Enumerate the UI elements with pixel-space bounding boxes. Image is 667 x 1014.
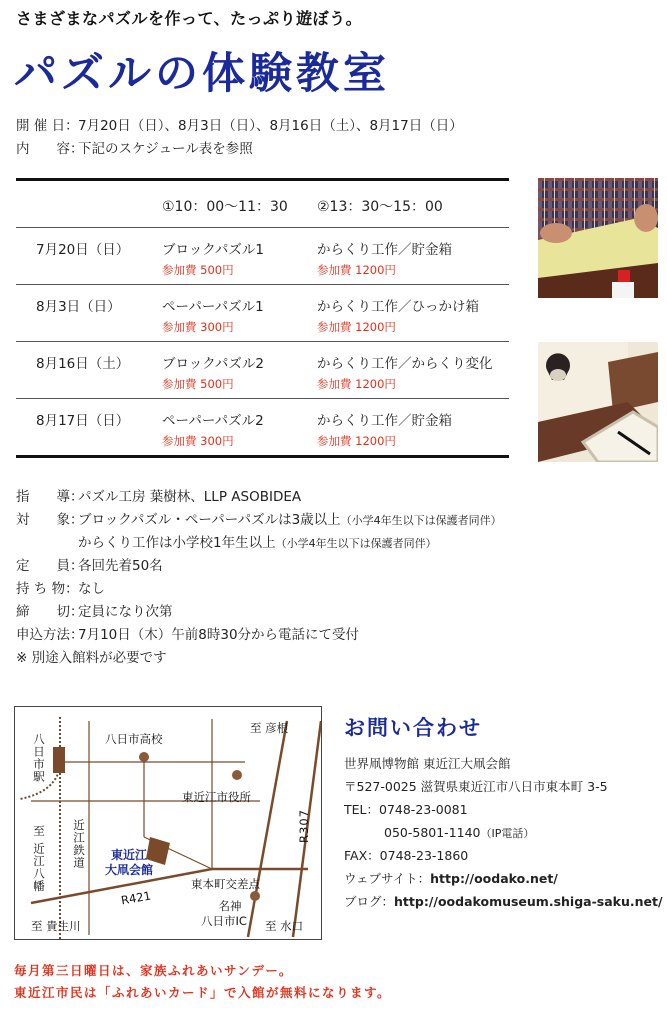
map-to-hikone-label: 至 彦根 [250,721,289,735]
ic-line-2: 八日市IC [201,914,247,928]
page-title: パズルの体験教室 [14,49,390,99]
web-link[interactable]: http://oodako.net/ [430,871,558,886]
target-label: 対 象： [16,512,84,528]
bring-label: 持 ち 物： [16,581,79,597]
am-title: ブロックパズル2 [162,356,265,372]
map-venue-label [105,848,153,878]
row-date: 8月16日（土） [36,356,130,372]
footer-line-1: 毎月第三日曜日は、家族ふれあいサンデー。 [14,963,293,978]
table-row [16,285,509,341]
photo-paper-puzzle [538,178,658,298]
content-label: 内 容： [16,141,84,157]
target-line-1 [16,509,502,532]
contact-web-line [344,867,663,890]
row-date: 7月20日（日） [36,242,130,258]
capacity-label: 定 員： [16,558,84,574]
venue-line-2: 大凧会館 [105,863,154,877]
blog-label: ブログ： [344,894,395,909]
dates-label: 開 催 日： [16,118,79,134]
map-r421-label: R421 [120,888,152,908]
instructor-line [16,486,502,509]
deadline-value: 定員になり次第 [78,604,173,620]
map-ic-label [201,899,247,929]
row-am [162,409,264,449]
contact-fax-line [344,844,663,867]
pm-fee: 参加費 1200円 [317,434,396,448]
map-r307-label: R307 [297,809,311,843]
pm-title: からくり工作／貯金箱 [317,242,452,258]
apply-line [16,624,502,647]
dates-line [16,114,463,134]
apply-value: 7月10日（木）午前8時30分から電話にて受付 [78,627,360,643]
bring-line [16,578,502,601]
pm-title: からくり工作／貯金箱 [317,413,452,429]
contact-org: 世界凧博物館 東近江大凧会館 [344,756,511,771]
contact-section [344,712,663,913]
pm-fee: 参加費 1200円 [317,263,396,277]
schedule-table [16,178,509,458]
apply-label: 申込方法： [16,627,84,643]
am-fee: 参加費 500円 [162,263,234,277]
details-section [16,486,502,670]
target-value-1: ブロックパズル・ペーパーパズルは3歳以上 [78,512,341,528]
photo-karakuri-box [538,342,658,462]
ic-line-1: 名神 [218,899,242,913]
fax-number: 0748-23-1860 [379,848,469,863]
map-station-label: 八日市駅 [32,733,46,783]
table-row [16,399,509,455]
schedule-header-row [16,181,509,227]
am-fee: 参加費 500円 [162,377,234,391]
target-line-2 [16,532,502,555]
photo-karakuri-box-image [538,342,658,462]
venue-line-1: 東近江 [111,848,148,862]
footer-line-2: 東近江市民は「ふれあいカード」で入館が無料になります。 [14,985,392,1000]
map-to-omihachiman-label: 至 近江八幡 [32,825,46,893]
row-date: 8月17日（日） [36,413,130,429]
map-high-school-label: 八日市高校 [105,732,163,746]
capacity-value: 各回先着50名 [78,558,163,574]
pm-fee: 参加費 1200円 [317,377,396,391]
row-pm [317,409,452,449]
content-value: 下記のスケジュール表を参照 [78,141,253,157]
header-pm: ②13：30～15：00 [317,199,443,215]
tel-number[interactable]: 0748-23-0081 [379,802,468,817]
fax-label: FAX： [344,848,380,863]
map-to-kibukawa-label: 至 貴生川 [31,919,81,933]
target-note-1: （小学4年生以下は保護者同伴） [340,514,502,527]
am-fee: 参加費 300円 [162,434,234,448]
row-pm [317,295,479,335]
row-am [162,238,264,278]
footer-notice [14,960,391,1004]
row-pm [317,352,493,392]
map-roads [15,707,321,939]
tel-label: TEL： [344,802,379,817]
row-am [162,295,264,335]
target-note-2: （小学4年生以下は保護者同伴） [275,537,437,550]
map-intersection-label: 東本町交差点 [191,877,260,891]
row-pm [317,238,452,278]
bring-value: なし [78,581,105,597]
instructor-label: 指 導： [16,489,84,505]
blog-link[interactable]: http://oodakomuseum.shiga-saku.net/ [394,894,663,909]
content-line [16,137,253,157]
map-railway-label: 近江鉄道 [72,819,86,869]
tel2-number[interactable]: 050-5801-1140 [384,825,481,840]
map-to-minakuchi-label: 至 水口 [265,919,304,933]
row-date: 8月3日（日） [36,299,121,315]
table-row [16,342,509,398]
target-value-2: からくり工作は小学校1年生以上 [78,535,276,551]
photo-paper-puzzle-image [538,178,658,298]
am-title: ブロックパズル1 [162,242,265,258]
pm-title: からくり工作／ひっかけ箱 [317,299,479,315]
pm-title: からくり工作／からくり変化 [317,356,493,372]
contact-address: 〒527-0025 滋賀県東近江市八日市東本町 3-5 [344,779,608,794]
capacity-line [16,555,502,578]
tagline: さまざまなパズルを作って、たっぷり遊ぼう。 [16,9,363,28]
table-row [16,228,509,284]
row-am [162,352,264,392]
table-bottom-rule [16,455,509,458]
deadline-line [16,601,502,624]
instructor-value: パズル工房 葉樹林、LLP ASOBIDEA [78,489,302,505]
am-title: ペーパーパズル1 [162,299,264,315]
am-fee: 参加費 300円 [162,320,234,334]
contact-blog-line [344,890,663,913]
contact-title: お問い合わせ [344,716,482,740]
contact-tel-line [344,798,663,821]
map-city-hall-label: 東近江市役所 [182,790,251,804]
access-map [14,706,322,940]
dates-value: 7月20日（日）、8月3日（日）、8月16日（土）、8月17日（日） [78,118,463,134]
web-label: ウェブサイト： [344,871,431,886]
tel2-note: （IP電話） [480,827,535,840]
header-am: ①10：00～11：30 [162,199,288,215]
deadline-label: 締 切： [16,604,84,620]
admission-note: ※ 別途入館料が必要です [16,650,167,666]
contact-tel2-line [344,821,663,844]
am-title: ペーパーパズル2 [162,413,264,429]
pm-fee: 参加費 1200円 [317,320,396,334]
